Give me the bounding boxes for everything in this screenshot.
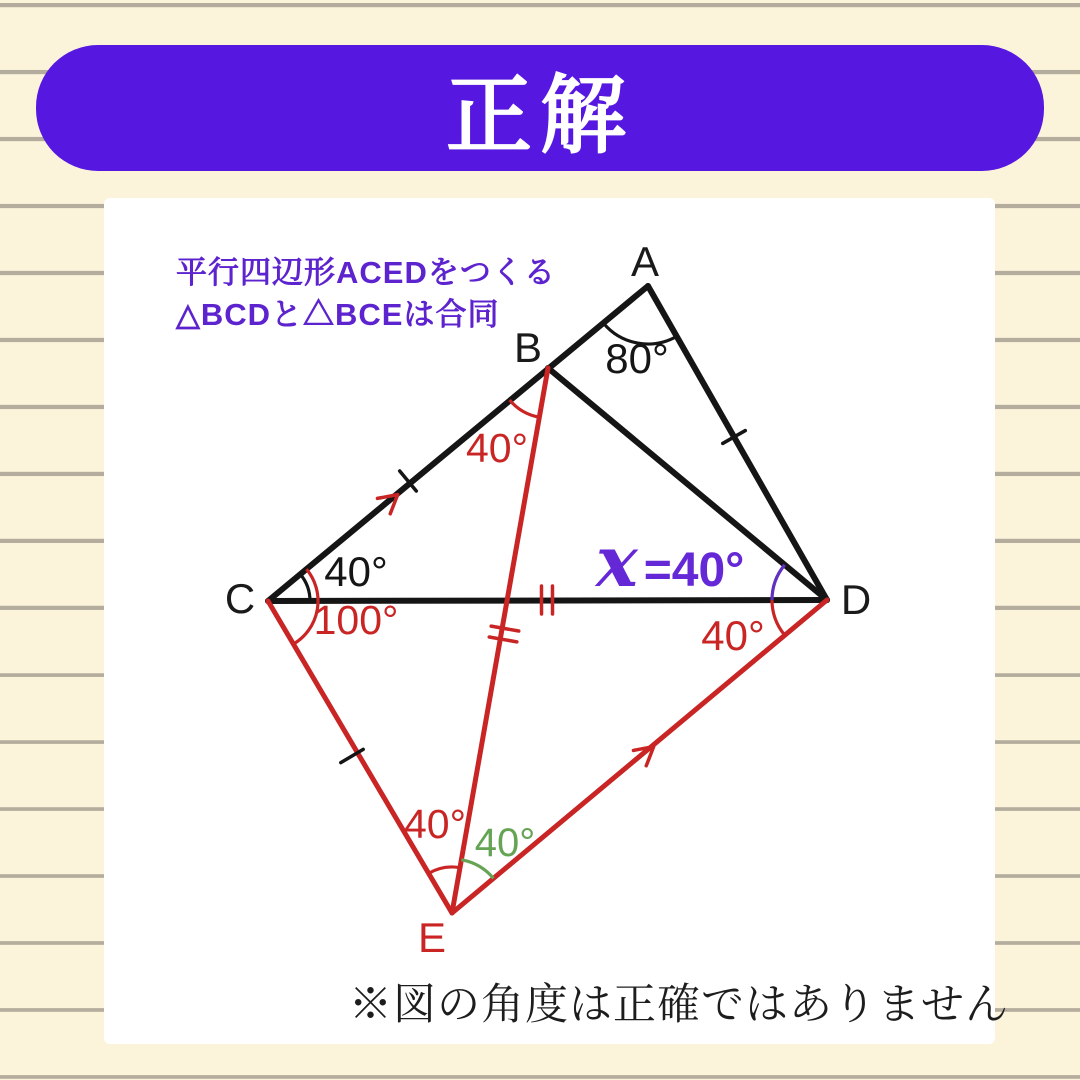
double-tick-BE-1 <box>489 637 517 642</box>
angle-label-3: 100° <box>313 597 399 643</box>
angle-arc-C-black <box>300 574 310 601</box>
angle-arc-B-red <box>510 400 540 417</box>
angle-label-5: 40° <box>403 801 467 847</box>
angle-label-2: 40° <box>324 548 388 595</box>
angle-arc-E-red <box>429 867 460 873</box>
disclaimer-text: ※図の角度は正確ではありません <box>349 981 1009 1029</box>
banner-title: 正解 <box>446 68 634 164</box>
edge-CE <box>268 601 452 913</box>
angle-label-4: 40° <box>701 612 765 659</box>
vertex-label-A: A <box>630 238 660 285</box>
edge-ED <box>452 600 827 913</box>
construction-note-line2: △BCDと△BCEは合同 <box>176 297 500 332</box>
x-angle-label: x =40° <box>596 520 745 603</box>
vertex-label-D: D <box>840 576 872 623</box>
construction-note-line1: 平行四辺形ACEDをつくる <box>176 255 556 290</box>
angle-label-6: 40° <box>474 821 536 865</box>
vertex-label-C: C <box>224 575 256 622</box>
vertex-label-E: E <box>417 914 447 961</box>
angle-label-0: 80° <box>605 335 669 382</box>
double-tick-BE-0 <box>491 626 519 631</box>
vertex-label-B: B <box>513 324 543 371</box>
angle-label-1: 40° <box>465 425 529 471</box>
angle-arc-D-purple <box>772 565 785 600</box>
construction-note <box>176 252 556 336</box>
angle-arc-D-red <box>772 600 785 635</box>
